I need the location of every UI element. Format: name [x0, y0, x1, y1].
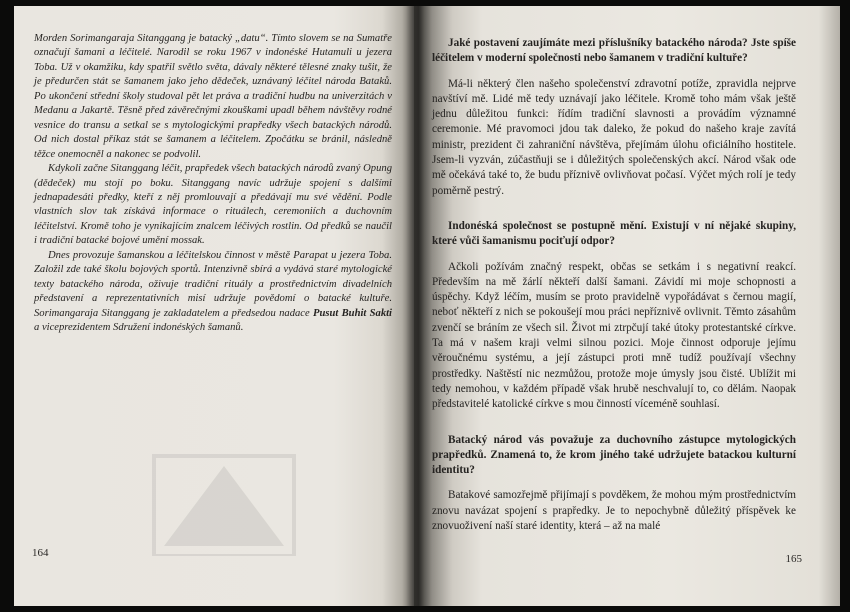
interview-answer: Batakové samozřejmě přijímají s povděkem, že mohou mým prostřednictvím znovu navázat spojení s prapředky. Je to nepochybně důležitý příspěvek ke znovuoživení naší staré identity, která – až na malé — [432, 489, 796, 533]
author-bio — [34, 32, 392, 336]
interview — [432, 36, 796, 534]
book-spread — [14, 6, 840, 606]
left-page — [14, 6, 414, 606]
interview-question: Indonéská společnost se postupně mění. Existují v ní nějaké skupiny, které vůči šamanismu pociťují odpor? — [432, 219, 796, 248]
page-number-right: 165 — [785, 553, 802, 565]
interview-question: Batacký národ vás považuje za duchovního zástupce mytologických prapředků. Znamená to, že krom jiného také udržujete batackou kulturní identitu? — [432, 433, 796, 477]
interview-answer: Má-li některý člen našeho společenství zdravotní potíže, zpravidla nejprve navštíví mě. Lidé mě tedy uznávají jako léčitele. Kromě toho mám však ještě jednu důležitou funkci: řídím tradiční slavnosti a provádím významné ceremonie. Mé pravomoci jdou tak daleko, že pokud do našeho kraje zavítá ministr, prezident či zahraniční návštěva, přejímám úlohu oficiálního hostitele. Jsem-li vyzván, zúčastňuji se i důležitých společenských akcí. Národ však ode mě očekává také to, že budu příznivě ovlivňovat počasí. Výčet mých rolí je tedy poměrně pestrý. — [432, 77, 796, 197]
interview-answer: Ačkoli požívám značný respekt, občas se setkám i s negativní reakcí. Především na mě žárlí někteří další šamani. Závidí mi moje schopnosti a úspěchy. Když léčím, musím se proto pravidelně vypořádávat s černou magií, neboť někteří z nich se pokoušejí mou práci nepříznivě ovlivnit. Těmto zásahům zvenčí se bráním ze všech sil. Život mi ztrpčují také útoky protestantské církve. Ta má v našem kraji velmi silnou pozici. Moje činnost odporuje jejímu věroučnému systému, a její zástupci proti mně tudíž používají všechny prostředky. Naštěstí nic nezmůžou, protože moje úmysly jsou čisté. Ublížit mi tedy nemohou, v každém případě však hrubě neschvalují to, co dělám. Naopak představitelé katolické církve s mou činností víceméně souhlasí. — [432, 260, 796, 411]
faded-illustration — [134, 436, 314, 556]
interview-question: Jaké postavení zaujímáte mezi příslušníky batackého národa? Jste spíše léčitelem v moderní společnosti nebo šamanem v tradiční kultuře? — [432, 37, 796, 65]
bio-paragraph: Morden Sorimangaraja Sitanggang je batacký „datu“. Tímto slovem se na Sumatře označují šamani a léčitelé. Narodil se roku 1967 v indonéské Hutamuli u jezera Toba. Už v okamžiku, kdy spatřil světlo světa, dávaly některé tělesné znaky tušit, že je předurčen stát se šamanem jako jeho dědeček, uznávaný léčitel národa Bataků. Po ukončení střední školy studoval pět let práva a tradiční hudbu na univerzitách v Medanu a Jakartě. Těsně před závěrečnými zkouškami upadl během návštěvy rodné vesnice do transu a setkal se s mytologickými prapředky všech batackých národů. Od nich dostal příkaz stát se šamanem a léčitelem. Zpočátku se bránil, následně těžce onemocněl a nakonec se podvolil. — [34, 33, 392, 160]
page-number-left: 164 — [32, 547, 49, 559]
right-page — [414, 6, 840, 606]
foundation-name: Pusut Buhit Sakti — [313, 307, 392, 319]
bio-paragraph: Dnes provozuje šamanskou a léčitelskou činnost v městě Parapat u jezera Toba. Založil zde také školu bojových sportů. Intenzivně sbírá a vydává staré mytologické texty batackého národa, oživuje tradiční rituály a prostřednictvím divadelních představení a reprezentativních misí udržuje povědomí o batacké kultuře. Sorimangaraja Sitanggang je zakladatelem a předsedou nadace Pusut Buhit Sakti a viceprezidentem Sdružení indonéských šamanů. — [34, 249, 392, 334]
book-gutter-shadow — [402, 6, 432, 606]
bio-paragraph: Kdykoli začne Sitanggang léčit, prapředek všech batackých národů zvaný Opung (dědeček) mu stojí po boku. Sitanggang navíc udržuje spojení s dalšími jednapadesáti předky, kteří z něj promlouvají a předávají mu své vědění. Podle vlastních slov tak získává informace o rituálech, ceremoniích a duchovním léčitelství. Kromě toho je vynikajícím znalcem léčivých rostlin. Od předků se naučil i tradiční batacké bojové umění mossak. — [34, 163, 392, 247]
